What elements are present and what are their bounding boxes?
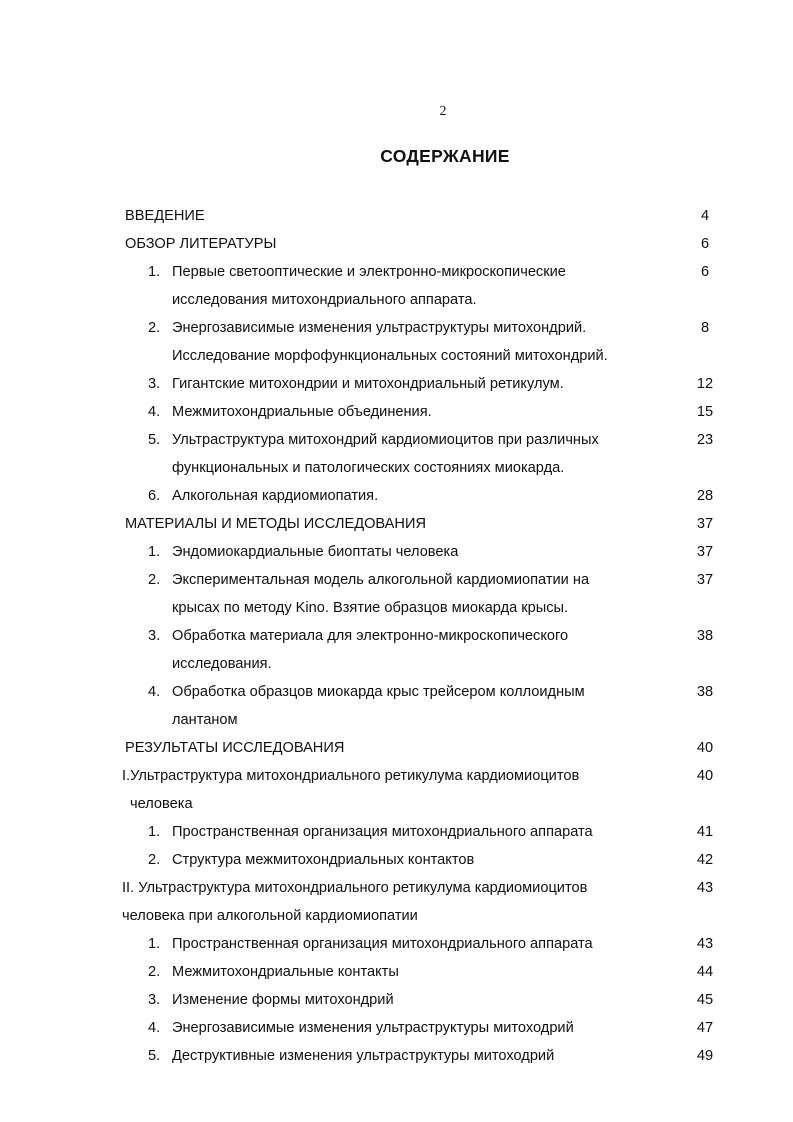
toc-entry-page: 6	[700, 236, 710, 252]
toc-entry-title: ОБЗОР ЛИТЕРАТУРЫ	[125, 236, 277, 252]
toc-entry-page: 23	[696, 432, 714, 448]
toc-entry-title: функциональных и патологических состояниях миокарда.	[172, 460, 565, 476]
toc-entry-number: 3.	[148, 376, 161, 392]
toc-entry-title: исследования митохондриального аппарата.	[172, 292, 477, 308]
page-number: 2	[439, 104, 447, 119]
toc-entry	[0, 510, 793, 538]
toc-entry-number: 2.	[148, 852, 161, 868]
toc-entry-number: 1.	[148, 544, 161, 560]
toc-entry	[0, 1042, 793, 1070]
toc-entry	[0, 874, 793, 902]
toc-entry-page: 4	[700, 208, 710, 224]
toc-entry	[0, 566, 793, 594]
toc-entry-title: Межмитохондриальные контакты	[172, 964, 399, 980]
toc-entry-title: МАТЕРИАЛЫ И МЕТОДЫ ИССЛЕДОВАНИЯ	[125, 516, 426, 532]
toc-entry-page: 28	[696, 488, 714, 504]
page-title: СОДЕРЖАНИЕ	[380, 146, 510, 166]
toc-entry	[0, 986, 793, 1014]
toc-entry-number: 6.	[148, 488, 161, 504]
toc-entry-page: 12	[696, 376, 714, 392]
toc-entry-page: 42	[696, 852, 714, 868]
toc-entry	[0, 902, 793, 930]
toc-entry-title: Пространственная организация митохондриального аппарата	[172, 824, 593, 840]
toc-entry-number: 3.	[148, 992, 161, 1008]
toc-entry-page: 37	[696, 516, 714, 532]
toc-entry-number: 4.	[148, 404, 161, 420]
toc-entry-page: 41	[696, 824, 714, 840]
toc-entry	[0, 538, 793, 566]
toc-entry	[0, 370, 793, 398]
toc-entry-title: Обработка материала для электронно-микроскопического	[172, 628, 569, 644]
toc-entry	[0, 426, 793, 454]
toc-entry	[0, 706, 793, 734]
toc-entry-page: 38	[696, 684, 714, 700]
toc-entry-number: 1.	[148, 824, 161, 840]
toc-entry	[0, 650, 793, 678]
toc-entry-title: Энергозависимые изменения ультраструктуры митохондрий.	[172, 320, 587, 336]
toc-entry-title: Деструктивные изменения ультраструктуры митоходрий	[172, 1048, 555, 1064]
toc-entry-title: Обработка образцов миокарда крыс трейсером коллоидным	[172, 684, 585, 700]
toc-entry-title: Ультраструктура митохондрий кардиомиоцитов при различных	[172, 432, 599, 448]
toc-entry	[0, 930, 793, 958]
toc-entry	[0, 790, 793, 818]
toc-entry-page: 38	[696, 628, 714, 644]
toc-entry	[0, 342, 793, 370]
toc-entry-number: 5.	[148, 1048, 161, 1064]
toc-entry	[0, 398, 793, 426]
toc-entry	[0, 314, 793, 342]
toc-entry-number: 5.	[148, 432, 161, 448]
toc-entry-title: ВВЕДЕНИЕ	[125, 208, 205, 224]
toc-entry	[0, 286, 793, 314]
toc-entry-page: 40	[696, 768, 714, 784]
toc-entry-page: 37	[696, 572, 714, 588]
toc-entry	[0, 958, 793, 986]
toc-entry-number: 1.	[148, 264, 161, 280]
toc-entry-title: исследования.	[172, 656, 272, 672]
toc-entry	[0, 258, 793, 286]
toc-entry-page: 43	[696, 936, 714, 952]
toc-entry-number: 3.	[148, 628, 161, 644]
toc-entry-page: 15	[696, 404, 714, 420]
toc-entry-title: Эндомиокардиальные биоптаты человека	[172, 544, 459, 560]
toc-entry-page: 45	[696, 992, 714, 1008]
toc-entry	[0, 762, 793, 790]
toc-entry-number: 1.	[148, 936, 161, 952]
toc-entry-title: Пространственная организация митохондриального аппарата	[172, 936, 593, 952]
toc-entry-title: Первые светооптические и электронно-микроскопические	[172, 264, 566, 280]
toc-entry-page: 43	[696, 880, 714, 896]
toc-entry-title: человека при алкогольной кардиомиопатии	[122, 908, 418, 924]
toc-entry-page: 6	[700, 264, 710, 280]
toc-entry-title: II. Ультраструктура митохондриального ретикулума кардиомиоцитов	[122, 880, 588, 896]
toc-entry-number: 4.	[148, 684, 161, 700]
toc-entry-title: РЕЗУЛЬТАТЫ ИССЛЕДОВАНИЯ	[125, 740, 345, 756]
toc-entry-title: Исследование морфофункциональных состояний митохондрий.	[172, 348, 608, 364]
toc-entry-number: 2.	[148, 964, 161, 980]
toc-entry-title: крысах по методу Kino. Взятие образцов миокарда крысы.	[172, 600, 569, 616]
toc-entry-title: Гигантские митохондрии и митохондриальный ретикулум.	[172, 376, 564, 392]
toc-entry	[0, 1014, 793, 1042]
toc-entry	[0, 818, 793, 846]
toc-entry-title: Структура межмитохондриальных контактов	[172, 852, 475, 868]
toc-entry	[0, 202, 793, 230]
toc-entry-page: 8	[700, 320, 710, 336]
toc-entry	[0, 622, 793, 650]
toc-entry	[0, 482, 793, 510]
toc-entry-number: 2.	[148, 572, 161, 588]
toc-entry-page: 47	[696, 1020, 714, 1036]
toc-entry-title: Алкогольная кардиомиопатия.	[172, 488, 379, 504]
toc-entry-page: 40	[696, 740, 714, 756]
toc-entry-number: 2.	[148, 320, 161, 336]
toc-entry-title: Экспериментальная модель алкогольной кардиомиопатии на	[172, 572, 590, 588]
toc-entry-page: 44	[696, 964, 714, 980]
toc-entry-title: I.Ультраструктура митохондриального ретикулума кардиомиоцитов	[122, 768, 580, 784]
toc-entry-title: человека	[130, 796, 193, 812]
toc-entry-title: Межмитохондриальные объединения.	[172, 404, 432, 420]
toc-entry-page: 49	[696, 1048, 714, 1064]
toc-entry-title: Изменение формы митохондрий	[172, 992, 394, 1008]
toc-entry-title: лантаном	[172, 712, 238, 728]
table-of-contents	[0, 202, 793, 1070]
toc-entry-title: Энергозависимые изменения ультраструктуры митоходрий	[172, 1020, 574, 1036]
toc-entry-number: 4.	[148, 1020, 161, 1036]
toc-entry-page: 37	[696, 544, 714, 560]
toc-entry	[0, 734, 793, 762]
toc-entry	[0, 846, 793, 874]
toc-entry	[0, 230, 793, 258]
toc-entry	[0, 454, 793, 482]
toc-entry	[0, 594, 793, 622]
toc-entry	[0, 678, 793, 706]
